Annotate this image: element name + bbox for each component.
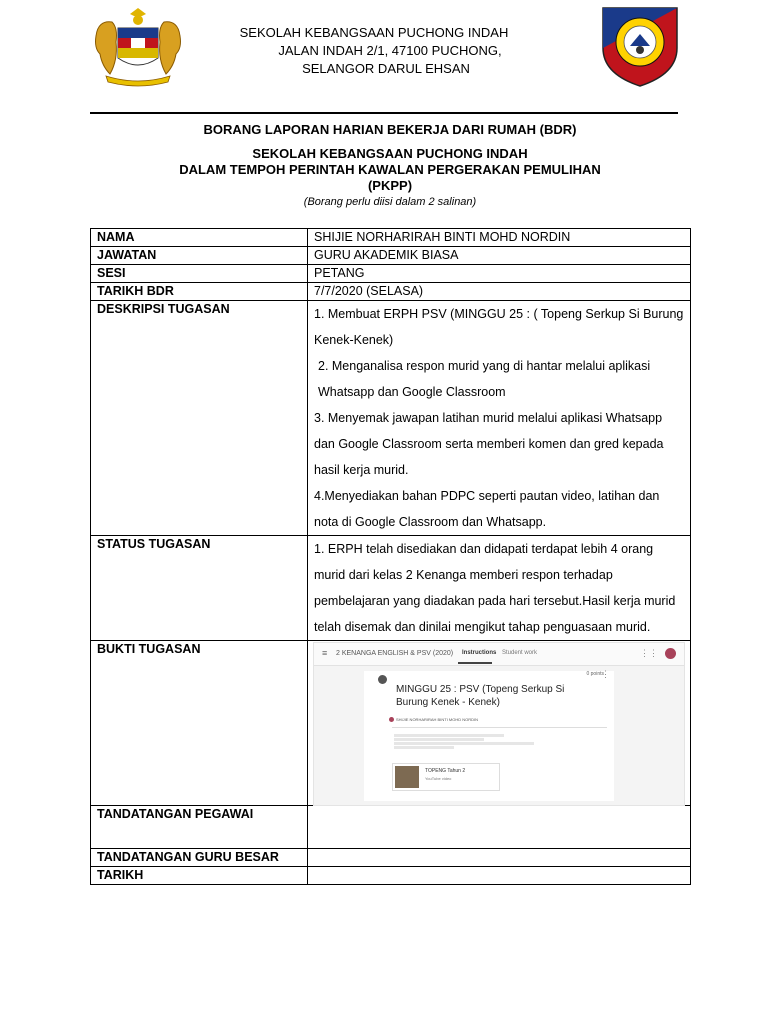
video-thumbnail xyxy=(395,766,419,788)
period-heading: DALAM TEMPOH PERINTAH KAWALAN PERGERAKAN PEMULIHAN xyxy=(179,162,601,177)
row-nama xyxy=(91,229,691,247)
form-title: BORANG LAPORAN HARIAN BEKERJA DARI RUMAH (BDR) xyxy=(203,122,577,137)
status-label: STATUS TUGASAN xyxy=(91,536,308,641)
video-subtitle: YouTube video xyxy=(425,776,452,781)
school-street-line: JALAN INDAH 2/1, 47100 PUCHONG, xyxy=(278,43,502,58)
classroom-topbar xyxy=(314,643,684,666)
assignment-author: SHIJIE NORHARIRAH BINTI MOHD NORDIN xyxy=(396,717,479,722)
row-tarikh-bdr xyxy=(91,283,691,301)
assignment-instructions-text xyxy=(394,733,594,750)
author-avatar xyxy=(389,717,394,722)
more-options-icon: ⋮ xyxy=(601,669,610,679)
row-deskripsi xyxy=(91,301,691,536)
menu-icon: ≡ xyxy=(322,648,328,658)
card-divider xyxy=(392,727,607,728)
tandatangan-gb-value xyxy=(308,849,691,867)
school-address xyxy=(200,24,580,78)
apps-grid-icon: ⋮⋮ xyxy=(640,648,658,658)
deskripsi-item: 2. Menganalisa respon murid yang di hantar melalui aplikasi Whatsapp dan Google Classroom xyxy=(318,359,651,399)
assignment-card xyxy=(364,671,614,801)
bukti-value xyxy=(308,641,691,806)
tarikh-value xyxy=(308,867,691,885)
tandatangan-pegawai-label: TANDATANGAN PEGAWAI xyxy=(91,806,308,849)
deskripsi-item: 1. Membuat ERPH PSV (MINGGU 25 : ( Topeng Serkup Si Burung Kenek-Kenek) xyxy=(314,307,684,347)
jawatan-value: GURU AKADEMIK BIASA xyxy=(308,247,691,265)
period-abbreviation: (PKPP) xyxy=(367,178,413,193)
avatar xyxy=(665,648,676,659)
row-tarikh xyxy=(91,867,691,885)
deskripsi-label: DESKRIPSI TUGASAN xyxy=(91,301,308,536)
nama-label: NAMA xyxy=(91,229,308,247)
school-logo-icon xyxy=(597,2,683,88)
row-sesi xyxy=(91,265,691,283)
sesi-label: SESI xyxy=(91,265,308,283)
video-attachment xyxy=(392,763,500,791)
school-state-line: SELANGOR DARUL EHSAN xyxy=(302,61,470,76)
school-heading: SEKOLAH KEBANGSAAN PUCHONG INDAH xyxy=(252,146,528,161)
malaysia-coat-of-arms-icon xyxy=(88,6,188,90)
assignment-icon xyxy=(378,675,387,684)
active-tab-indicator xyxy=(458,662,492,664)
deskripsi-item: 4.Menyediakan bahan PDPC seperti pautan video, latihan dan nota di Google Classroom dan Whatsapp. xyxy=(314,489,660,529)
deskripsi-value xyxy=(308,301,691,536)
tarikh-bdr-value: 7/7/2020 (SELASA) xyxy=(308,283,691,301)
status-value: 1. ERPH telah disediakan dan didapati terdapat lebih 4 orang murid dari kelas 2 Kenanga memberi respon terhadap pembelajaran yang diadakan pada hari tersebut.Hasil kerja murid telah disemak dan dinilai mengikut tahap penguasaan murid. xyxy=(308,536,691,641)
tandatangan-pegawai-value xyxy=(308,806,691,849)
assignment-title: MINGGU 25 : PSV (Topeng Serkup Si Burung Kenek - Kenek) xyxy=(396,684,565,708)
bukti-label: BUKTI TUGASAN xyxy=(91,641,308,806)
tarikh-bdr-label: TARIKH BDR xyxy=(91,283,308,301)
row-tandatangan-guru-besar xyxy=(91,849,691,867)
tab-student-work: Student work xyxy=(502,650,538,656)
sesi-value: PETANG xyxy=(308,265,691,283)
report-form-table xyxy=(90,228,691,885)
class-name: 2 KENANGA ENGLISH & PSV (2020) xyxy=(336,650,454,657)
classroom-screenshot xyxy=(314,643,684,805)
deskripsi-item: 3. Menyemak jawapan latihan murid melalui aplikasi Whatsapp dan Google Classroom serta memberi komen dan gred kepada hasil kerja murid. xyxy=(314,411,664,477)
row-bukti xyxy=(91,641,691,806)
points-label: 0 points xyxy=(586,671,604,677)
row-jawatan xyxy=(91,247,691,265)
row-tandatangan-pegawai xyxy=(91,806,691,849)
tab-instructions: Instructions xyxy=(462,650,497,656)
form-note: (Borang perlu diisi dalam 2 salinan) xyxy=(303,196,477,208)
row-status xyxy=(91,536,691,641)
nama-value: SHIJIE NORHARIRAH BINTI MOHD NORDIN xyxy=(308,229,691,247)
video-title: TOPENG Tahun 2 xyxy=(425,768,466,774)
form-titles xyxy=(90,122,690,210)
jawatan-label: JAWATAN xyxy=(91,247,308,265)
tarikh-label: TARIKH xyxy=(91,867,308,885)
tandatangan-gb-label: TANDATANGAN GURU BESAR xyxy=(91,849,308,867)
header-divider xyxy=(90,112,678,114)
school-name-line: SEKOLAH KEBANGSAAN PUCHONG INDAH xyxy=(239,25,509,40)
